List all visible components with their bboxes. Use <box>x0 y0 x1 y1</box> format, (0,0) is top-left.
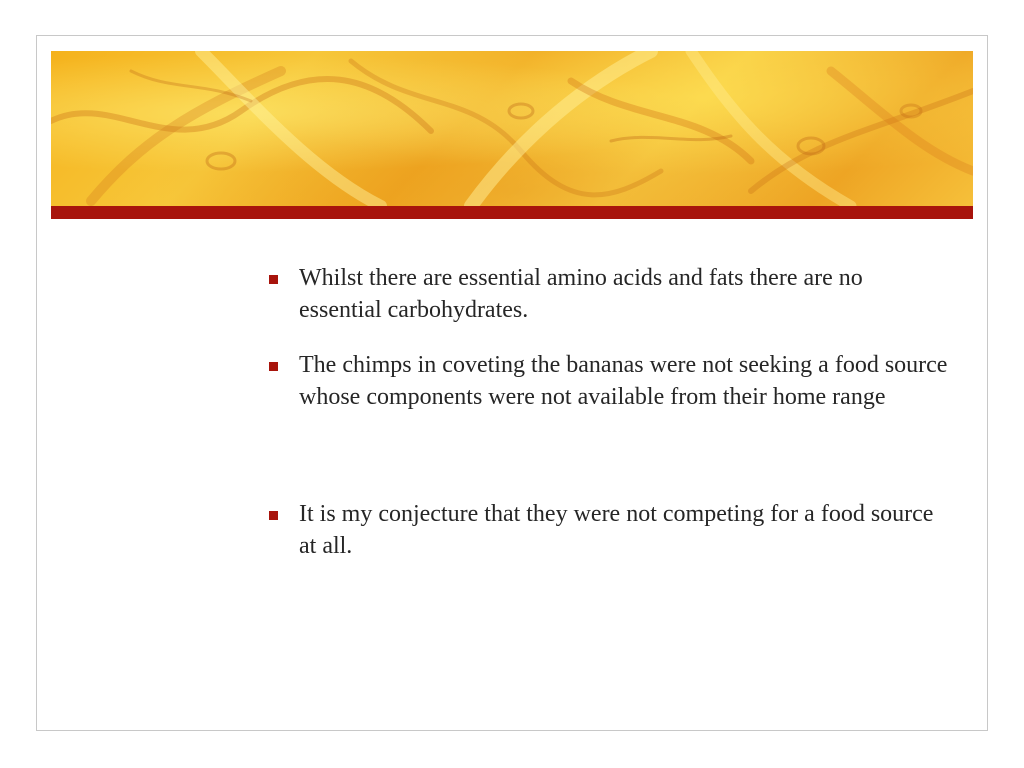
bullet-list <box>268 262 948 562</box>
bullet-text: It is my conjecture that they were not competing for a food source at all. <box>299 501 934 559</box>
bullet-item <box>268 262 948 326</box>
square-bullet-icon <box>269 511 278 520</box>
wheat-texture-banner <box>51 51 973 206</box>
bullet-text: Whilst there are essential amino acids and fats there are no essential carbohydrates. <box>299 265 863 323</box>
header-banner <box>51 51 973 206</box>
bullet-text: The chimps in coveting the bananas were not seeking a food source whose components were not available from their home range <box>299 352 948 410</box>
bullet-item <box>268 498 948 562</box>
square-bullet-icon <box>269 275 278 284</box>
bullet-item <box>268 349 948 413</box>
header-accent-rule <box>51 206 973 219</box>
square-bullet-icon <box>269 362 278 371</box>
